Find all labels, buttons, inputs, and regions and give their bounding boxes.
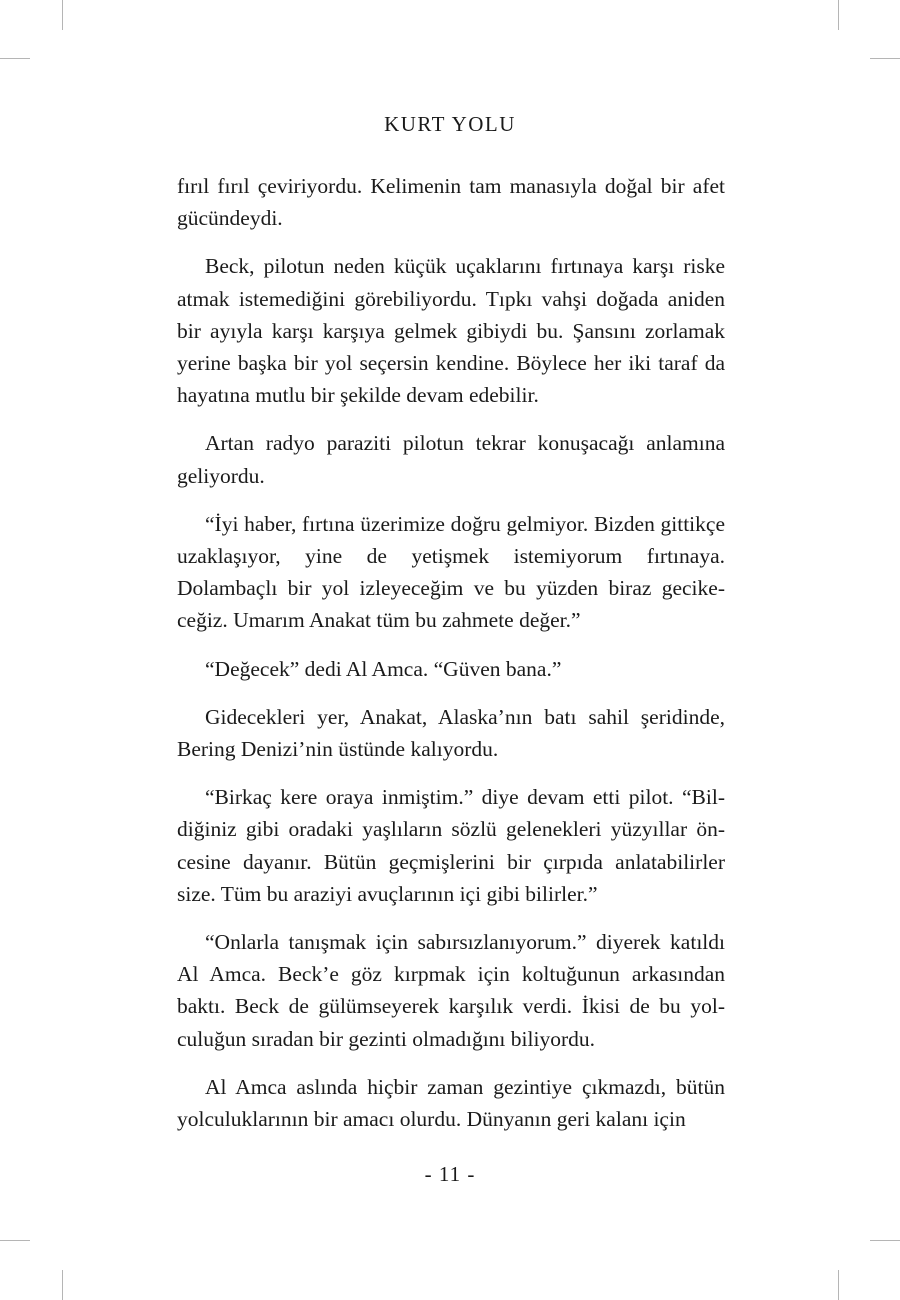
paragraph: fırıl fırıl çeviriyordu. Kelimenin tam manasıyla doğal bir afet gücündeydi. (177, 174, 725, 231)
paragraph: “İyi haber, fırtına üzerimize doğru gelmiyor. Bizden gittikçe uzaklaşıyor, yine de yetişmek istemiyorum fırtınaya. Dolambaçlı bir yol izleyeceğim ve bu yüzden biraz gecikeceğiz. Umarım Anakat tüm bu zahmete değer.” (177, 511, 725, 633)
paragraph: Gidecekleri yer, Anakat, Alaska’nın batı sahil şeridinde, Bering Denizi’nin üstünde kalıyordu. (177, 704, 725, 762)
paragraph: Beck, pilotun neden küçük uçaklarını fırtınaya karşı riske atmak istemediğini görebiliyordu. Tıpkı vahşi doğada aniden bir ayıyla karşı karşıya gelmek gibiydi bu. Şansını zorlamak yerine başka bir yol seçersin kendine. Böylece her iki taraf da hayatına mutlu bir şekilde devam edebilir. (177, 254, 725, 408)
paragraph: Artan radyo paraziti pilotun tekrar konuşacağı anlamına geliyordu. (177, 431, 725, 488)
crop-mark-bottom-right (838, 1270, 839, 1300)
paragraph: Al Amca aslında hiçbir zaman gezintiye çıkmazdı, bütün yolculuklarının bir amacı olurdu. Dünyanın geri kalanı için (177, 1074, 725, 1132)
paragraph: “Değecek” dedi Al Amca. “Güven bana.” (205, 656, 562, 681)
running-head: KURT YOLU (384, 112, 516, 136)
crop-mark-bottom-left (62, 1270, 63, 1300)
page-number: - 11 - (424, 1162, 476, 1186)
crop-mark-left-bottom (0, 1240, 30, 1241)
crop-mark-top-right (838, 0, 839, 30)
body-text (177, 170, 725, 1151)
crop-mark-right-top (870, 58, 900, 59)
crop-mark-left-top (0, 58, 30, 59)
crop-mark-top-left (62, 0, 63, 30)
paragraph: “Onlarla tanışmak için sabırsızlanıyorum.” diyerek katıldı Al Amca. Beck’e göz kırpmak için koltuğunun arkasından baktı. Beck de gülümseyerek karşılık verdi. İkisi de bu yolculuğun sıradan bir gezinti olmadığını biliyordu. (177, 930, 725, 1051)
crop-mark-right-bottom (870, 1240, 900, 1241)
paragraph: “Birkaç kere oraya inmiştim.” diye devam etti pilot. “Bildiğiniz gibi oradaki yaşlıların sözlü gelenekleri yüzyıllar öncesine dayanır. Bütün geçmişlerini bir çırpıda anlatabilirler size. Tüm bu araziyi avuçlarının içi gibi bilirler.” (177, 785, 725, 906)
